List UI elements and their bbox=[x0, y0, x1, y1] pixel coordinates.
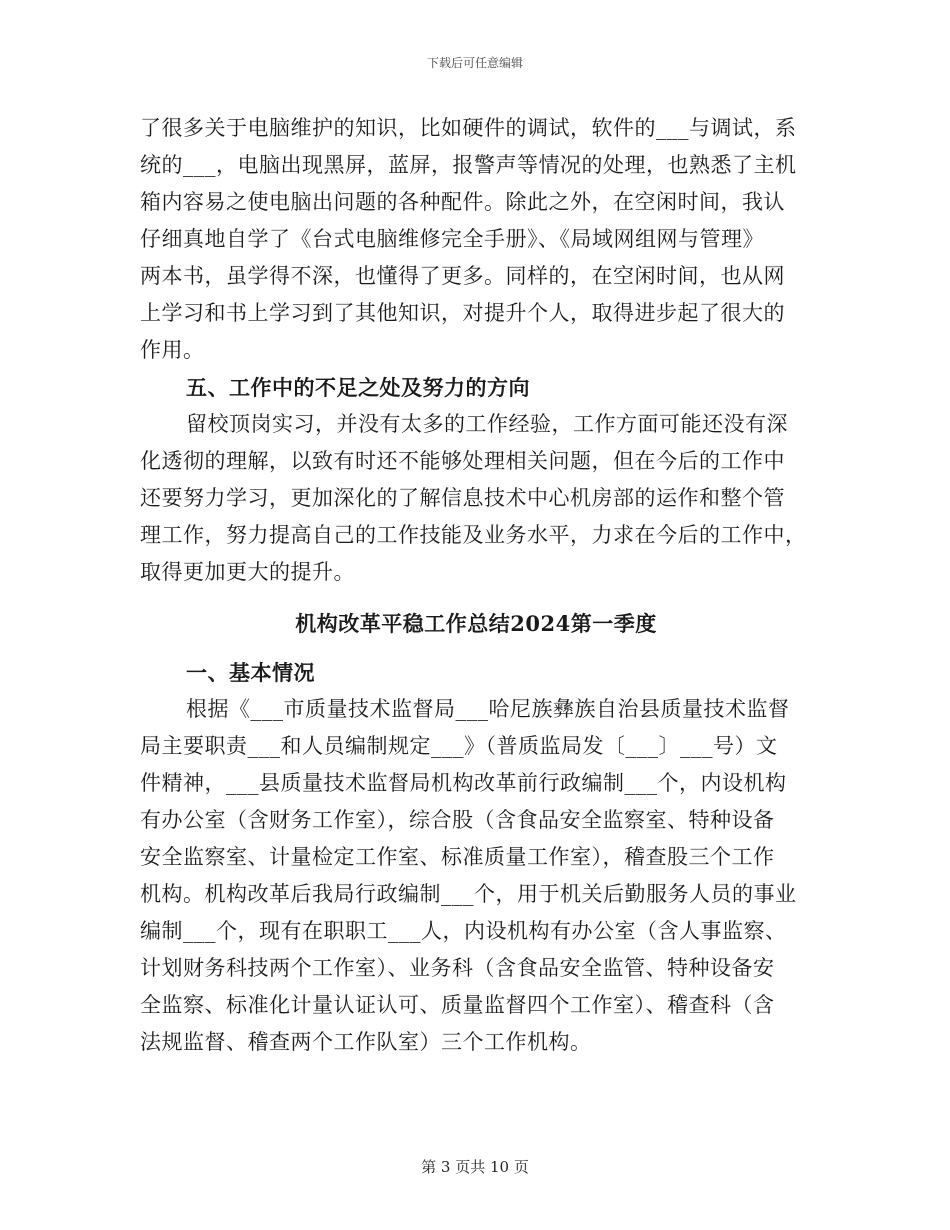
page-header: 下载后可任意编辑 bbox=[426, 56, 523, 70]
page-footer: 第 3 页共 10 页 bbox=[421, 1158, 529, 1176]
text-line: 统的___，电脑出现黑屏，蓝屏，报警声等情况的处理，也熟悉了主机 bbox=[140, 153, 797, 177]
text-line: 件精神，___县质量技术监督局机构改革前行政编制___个，内设机构 bbox=[140, 771, 787, 795]
text-line: 还要努力学习，更加深化的了解信息技术中心机房部的运作和整个管 bbox=[140, 486, 785, 510]
text-line: 作用。 bbox=[140, 338, 205, 362]
text-line: 取得更加更大的提升。 bbox=[140, 560, 355, 584]
text-line: 局主要职责___和人员编制规定___》（普质监局发〔___〕___号）文 bbox=[140, 734, 778, 758]
text-line: 留校顶岗实习，并没有太多的工作经验，工作方面可能还没有深 bbox=[186, 412, 788, 436]
section-heading-basic: 一、基本情况 bbox=[186, 660, 315, 685]
text-line: 了很多关于电脑维护的知识，比如硬件的调试，软件的___与调试，系 bbox=[140, 116, 797, 140]
text-line: 两本书，虽学得不深，也懂得了更多。同样的，在空闲时间，也从网 bbox=[140, 264, 785, 288]
text-line: 仔细真地自学了《台式电脑维修完全手册》、《局域网组网与管理》 bbox=[140, 227, 764, 251]
text-line: 法规监督、稽查两个工作队室）三个工作机构。 bbox=[140, 1030, 592, 1054]
text-line: 全监察、标准化计量认证认可、质量监督四个工作室）、稽查科（含 bbox=[140, 993, 775, 1017]
document-body bbox=[140, 110, 812, 1061]
text-line: 机构。机构改革后我局行政编制___个，用于机关后勤服务人员的事业 bbox=[140, 882, 797, 906]
section-heading-five: 五、工作中的不足之处及努力的方向 bbox=[186, 375, 530, 400]
text-line: 编制___个，现有在职职工___人，内设机构有办公室（含人事监察、 bbox=[140, 919, 787, 943]
text-line: 根据《___市质量技术监督局___哈尼族彝族自治县质量技术监督 bbox=[186, 697, 790, 721]
text-line: 计划财务科技两个工作室）、业务科（含食品安全监管、特种设备安 bbox=[140, 956, 775, 980]
paragraph-basic-situation bbox=[140, 691, 812, 1061]
paragraph-continued bbox=[140, 110, 812, 369]
paragraph-section-five bbox=[140, 406, 812, 591]
text-line: 上学习和书上学习到了其他知识，对提升个人，取得进步起了很大的 bbox=[140, 301, 785, 325]
text-line: 有办公室（含财务工作室），综合股（含食品安全监察室、特种设备 bbox=[140, 808, 775, 832]
document-title: 机构改革平稳工作总结2024第一季度 bbox=[295, 611, 657, 636]
text-line: 化透彻的理解，以致有时还不能够处理相关问题，但在今后的工作中 bbox=[140, 449, 785, 473]
text-line: 理工作，努力提高自己的工作技能及业务水平，力求在今后的工作中， bbox=[140, 523, 807, 547]
text-line: 安全监察室、计量检定工作室、标准质量工作室），稽查股三个工作 bbox=[140, 845, 775, 869]
text-line: 箱内容易之使电脑出问题的各种配件。除此之外，在空闲时间，我认 bbox=[140, 190, 785, 214]
